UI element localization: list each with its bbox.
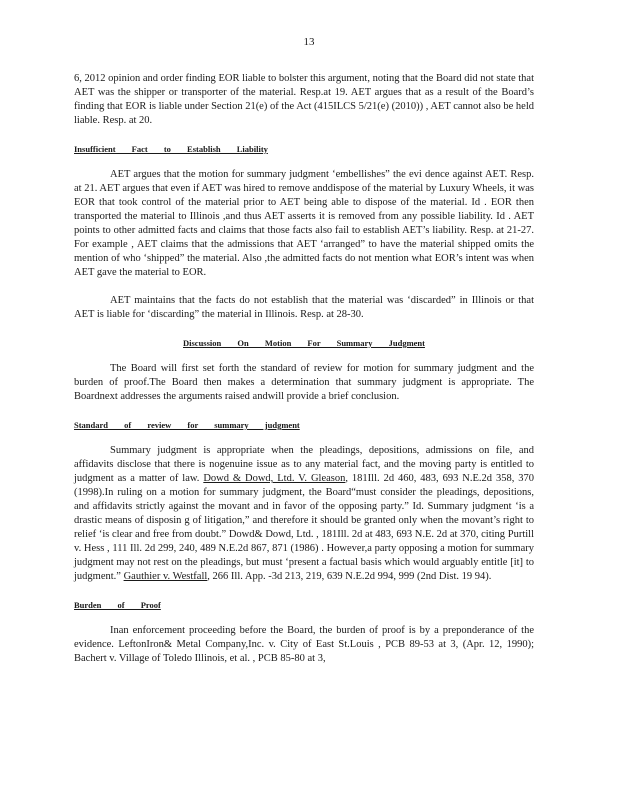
page-number: 13 bbox=[303, 36, 315, 48]
paragraph-board-overview: The Board will first set forth the standard of review for motion for summary judgment and the burden of proof.The Board then makes a determination that summary judgment is appropriate. The Boardnext addresses the arguments raised andwill provide a brief conclusion. bbox=[74, 363, 534, 402]
citation-dowd: Dowd & Dowd, Ltd. V. Gleason bbox=[203, 473, 346, 484]
summary-judgment-text-c: , 266 Ill. App. -3d 213, 219, 639 N.E.2d 994, 999 (2nd Dist. 19 94). bbox=[207, 571, 492, 582]
summary-judgment-text-a: Summary judgment is appropriate when the pleadings, depositions, admissions on file, and affidavits disclose that there is nogenuine issue as to any material fact, and the moving party is entitled to judgment as a matter of law. bbox=[74, 445, 534, 484]
section-heading-discussion: Discussion On Motion For Summary Judgment bbox=[183, 338, 425, 348]
section-heading-burden-of-proof: Burden of Proof bbox=[74, 600, 161, 610]
paragraph-aet-maintains: AET maintains that the facts do not establish that the material was ‘discarded” in Illinois or that AET is liable for ‘discarding” the material in Illinois. Resp. at 28-30. bbox=[74, 295, 534, 320]
document-body bbox=[74, 72, 534, 666]
section-heading-standard-of-review: Standard of review for summary judgment bbox=[74, 420, 300, 430]
section-heading-insufficient-fact: Insufficient Fact to Establish Liability bbox=[74, 144, 268, 154]
citation-gauthier: Gauthier v. Westfall bbox=[123, 571, 208, 582]
paragraph-summary-judgment bbox=[74, 444, 534, 584]
paragraph-aet-argues: AET argues that the motion for summary judgment ‘embellishes” the evi dence against AET. Resp. at 21. AET argues that even if AET was hired to remove anddispose of the material by Luxury Wheels, it was EOR that took control of the material prior to AET being able to dispose of the material. Id . EOR then transported the material to Illinois ,and thus AET asserts it is removed from any possible liability. Id . AET points to other admitted facts and claims that those facts also fail to establish AET’s liability. Resp. at 21-27. For example , AET claims that the admissions that AET ‘arranged” to have the material shipped omits the mention of who ‘shipped” the material. Also ,the admitted facts do not mention what EOR’s intent was when AET gave the material to EOR. bbox=[74, 169, 534, 278]
paragraph-continuation: 6, 2012 opinion and order finding EOR liable to bolster this argument, noting that the Board did not state that AET was the shipper or transporter of the material. Resp.at 19. AET argues that as a result of the Board’s finding that EOR is liable under Section 21(e) of the Act (415ILCS 5/21(e) (2010)) , AET cannot also be held liable. Resp. at 20. bbox=[74, 73, 534, 126]
paragraph-burden-of-proof: Inan enforcement proceeding before the Board, the burden of proof is by a preponderance of the evidence. LeftonIron& Metal Company,Inc. v. City of East St.Louis , PCB 89-53 at 3, (Apr. 12, 1990); Bachert v. Village of Toledo Illinois, et al. , PCB 85-80 at 3, bbox=[74, 625, 534, 664]
summary-judgment-text-b: , 181Ill. 2d 460, 483, 693 N.E.2d 358, 370 (1998).In ruling on a motion for summary judgment, the Board“must consider the pleadings, depositions, and affidavits strictly against the movant and in favor of the opposing party.” Id. Summary judgment ‘is a drastic means of disposin g of litigation,” and therefore it should be granted only when the movant’s right to relief ‘is clear and free from doubt.” Dowd& Dowd, Ltd. , 181Ill. 2d at 483, 693 N.E. 2d at 370, citing Purtill v. Hess , 111 Ill. 2d 299, 240, 489 N.E.2d 867, 871 (1986) . However,a party opposing a motion for summary judgment may not rest on the pleadings, but must ‘present a factual basis which would arguably entitle [it] to judgment.” bbox=[74, 473, 535, 582]
